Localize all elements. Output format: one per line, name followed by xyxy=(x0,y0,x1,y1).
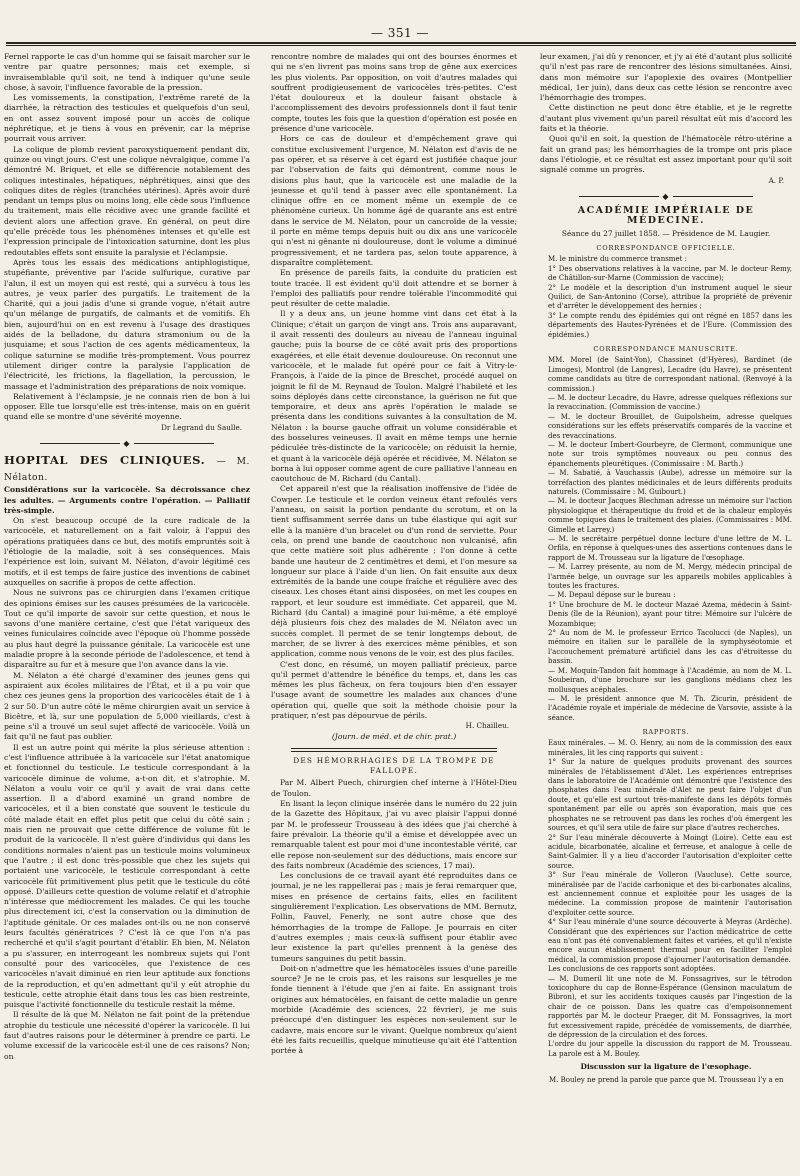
list-item: — M. Moquin-Tandon fait hommage à l'Académie, au nom de M. L. Soubeiran, d'une brochure sur les ganglions médians chez les mollusques acéphales. xyxy=(548,666,792,694)
list-item: 1° Sur la nature de quelques produits provenant des sources minérales de l'établissement d'Alet. Les expériences entreprises dans le laboratoire de l'Académie ont démontré que l'existence des phosphates dans l'eau minérale d'Alet ne peut faire l'objet d'un doute, et qu'elle est surtout très-manifeste dans les dépôts formés spontanément par elle ou après son évaporation, mais que ces phosphates ne se retrouvent pas dans les roches d'où émergent les sources, et qu'il sera utile de faire sur place d'autres recherches. xyxy=(548,758,792,833)
list-item: — M. le secrétaire perpétuel donne lecture d'une lettre de M. L. Orfila, en réponse à quelques-unes des assertions contenues dans le rapport de M. Trousseau sur la ligature de l'œsophage. xyxy=(548,535,792,562)
paragraph: On s'est beaucoup occupé de la cure radicale de la varicocèle, et naturellement on a fait valoir, à l'appui des opérations pratiquées dans ce but, des motifs empruntés soit à l'étiologie de la maladie, soit à ses conséquences. Mais l'expérience est loin, suivant M. Nélaton, d'avoir légitimé ces motifs, et il est temps de faire justice des inventions de cabinet auxquelles on sacrifie à propos de cette affection. xyxy=(4,516,250,587)
list-item: Eaux minérales. — M. O. Henry, au nom de la commission des eaux minérales, lit les cinq rapports qui suivent : xyxy=(548,739,792,757)
column-2 xyxy=(271,52,517,1170)
paragraph: En lisant la leçon clinique insérée dans le numéro du 22 juin de la Gazette des Hôpitaux, j'ai vu avec plaisir l'appui donné par M. le professeur Trousseau à des idées que j'ai cherché à faire prévaloir. La théorie qu'il a émise et développée avec un remarquable talent est pour moi d'une incontestable vérité, car elle repose non-seulement sur des déductions, mais encore sur des faits nombreux (Académie des sciences, 17 mai). xyxy=(271,799,517,870)
section-title: CORRESPONDANCE MANUSCRITE. xyxy=(593,345,739,353)
list-item: 4° Sur l'eau minérale d'une source découverte à Meyras (Ardèche). Considérant que des expériences sur l'action médicatrice de cette eau n'ont pas été convenablement faites et variées, et qu'il n'existe encore aucun établissement thermal pour en faciliter l'emploi médical, la commission propose d'ajourner l'autorisation demandée. xyxy=(548,918,792,964)
section-title: CORRESPONDANCE OFFICIELLE. xyxy=(596,244,736,253)
paragraph: Il est un autre point qui mérite la plus sérieuse attention : c'est l'influence attribuée à la varicocèle sur l'état anatomique et fonctionnel du testicule. Le testicule correspondant à la varicocèle diminue de volume, a-t-on dit, et s'atrophie. M. Nélaton a voulu voir ce qu'il y avait de vrai dans cette assertion. Il a d'abord examiné un grand nombre de varicocèles, et il a bien constaté que souvent le testicule du côté malade était en effet plus petit que celui du côté sain ; mais rien ne prouvait que cette différence de volume fût le produit de la varicocèle. Il n'est guère d'individus qui dans les conditions normales n'aient pas un testicule moins volumineux que l'autre ; il est donc très-possible que chez les sujets qui portaient une varicocèle, le testicule correspondant à cette varicocèle fût primitivement plus petit que le testicule du côté opposé. D'ailleurs cette question de volume relatif et d'atrophie n'intéresse que médiocrement les malades. Ce qui les touche plus directement ici, c'est la conservation ou la diminution de l'aptitude génitale. Or ces malades ont-ils ou ne non conservé leurs facultés génératrices ? C'est là ce que l'on n'a pas recherché et qu'il s'agit pourtant d'établir. Eh bien, M. Nélaton a pu s'assurer, en interrogeant les nombreux sujets qui l'ont consulté pour des varicocèles, que l'existence de ces varicocèles n'avait diminué en rien leur aptitude aux fonctions de la reproduction, et qu'en admettant qu'il y eût atrophie du testicule, cette atrophie était dans tous les cas bien restreinte, puisque l'activité fonctionnelle du testicule restait la même. xyxy=(4,742,250,1010)
list-item: — M. Larrey présente, au nom de M. Mergy, médecin principal de l'armée belge, un ouvrage sur les appareils mobiles applicables à toutes les fractures. xyxy=(548,563,792,591)
list-item: 2° Sur l'eau minérale découverte à Moingt (Loire). Cette eau est acidule, bicarbonatée, alcaline et ferreuse, et analogue à celle de Saint-Galmier. Il y a lieu d'accorder l'autorisation d'exploiter cette source. xyxy=(548,833,792,870)
paragraph: Hors ce cas de douleur et d'empêchement grave qui constitue exclusivement l'urgence, M. Nélaton est d'avis de ne pas opérer, et sa réserve à cet égard est justifiée chaque jour par l'observation de faits qui démontrent, comme nous le disions plus haut, que la varicocèle est une maladie de la jeunesse et qu'il tend à passer avec elle spontanément. La clinique offre en ce moment même un exemple de ce phénomène curieux. Un homme âgé de quarante ans est entré dans le service de M. Nélaton, pour un cancroïde de la vessie; il porte en même temps depuis huit ou dix ans une varicocèle qui n'est ni gênante ni douloureuse, dont le volume a diminué progressivement, et ne tardera pas, selon toute apparence, à disparaître complètement. xyxy=(271,134,517,267)
academy-title: ACADÉMIE IMPÉRIALE DE MÉDECINE. xyxy=(577,205,755,227)
list-item: — M. le docteur Lecadre, du Havre, adresse quelques réflexions sur la revaccination. (Commission de vaccine.) xyxy=(548,393,792,412)
list-item: 3° Sur l'eau minérale de Volleron (Vaucluse). Cette source, minéralisée par de l'acide carbonique et des bi-carbonates alcalins, est anciennement connue et exploitée pour les usages de la médecine. La commission propose de maintenir l'autorisation d'exploiter cette source. xyxy=(548,871,792,917)
paragraph: M. Bouley ne prend la parole que parce que M. Trousseau l'y a en xyxy=(549,1075,784,1084)
column-3 xyxy=(540,52,792,1170)
list-item: — M. le docteur Brouillet, de Guipolsheim, adresse quelques considérations sur les effets préservatifs comparés de la vaccine et des revaccinations. xyxy=(548,412,792,440)
paragraph: Après tous les essais des médications antiphlogistique, stupéfiante, préventive par l'acide sulfurique, curative par l'alun, il est un moyen qui est resté, qui a survécu à tous les autres, je veux parler des purgatifs. Le traitement de la Charité, qui a joui jadis d'une si grande vogue, n'était autre qu'un mélange de purgatifs, de calmants et de vomitifs. Eh bien, aujourd'hui on en est revenu à l'usage des drastiques aidés de la belladone, du datura stramonium ou de la jusquiame; et sous l'action de ces agents médicamenteux, la colique saturnine se modifie très-promptement. Vous pourrez utilement diriger contre la paralysie l'application de l'électricité, les frictions, la flagellation, la percussion, le massage et l'administration des préparations de noix vomique. xyxy=(4,257,250,391)
article-author: — M. Nélaton. xyxy=(4,457,250,484)
list-item: MM. Morel (de Saint-Yon), Chassinet (d'Hyères), Bardinet (de Limoges), Montrol (de Langres), Lecadre (du Havre), se présentent comme candidats au titre de correspondant national. (Renvoyé à la commission.) xyxy=(548,356,792,393)
article-title-text: HOPITAL DES CLINIQUES. xyxy=(4,453,206,468)
header-rule xyxy=(6,42,796,46)
article-byline: Par M. Albert Puech, chirurgien chef interne à l'Hôtel-Dieu de Toulon. xyxy=(271,778,517,798)
list-item: — M. Sabatié, à Vauchassis (Aube), adresse un mémoire sur la torréfaction des plantes médicinales et de leurs différents produits naturels. (Commissaire : M. Guibourt.) xyxy=(548,469,792,496)
paragraph: Cette distinction ne peut donc être établie, et je le regrette d'autant plus vivement qu'un pareil résultat eût mis d'accord les faits et la théorie. xyxy=(540,103,792,134)
paragraph: M. Nélaton a été chargé d'examiner des jeunes gens qui aspiraient aux écoles militaires de l'État, et il a pu voir que chez ces jeunes gens la proportion des varicocèles était de 1 à 2 sur 50. D'un autre côté le même chirurgien avait un service à Bicêtre, et là, sur une population de 5,000 vieillards, c'est à peine s'il a trouvé un seul sujet affecté de varicocèle. Voilà un fait qu'il ne faut pas oublier. xyxy=(4,670,250,742)
session-line: Séance du 27 juillet 1858. — Présidence de M. Laugier. xyxy=(561,228,771,238)
list-item: 2° Au nom de M. le professeur Errico Tacolucci (de Naples), un mémoire en italien sur le parallèle de la symphyséotomie et l'accouchement prématuré artificiel dans les cas d'étroitesse du bassin. xyxy=(548,629,792,666)
page-number: — 351 — xyxy=(370,26,430,40)
list-item: M. le ministre du commerce transmet : xyxy=(548,255,687,264)
list-item: L'ordre du jour appelle la discussion du rapport de M. Trousseau. La parole est à M. Bouley. xyxy=(548,1040,792,1058)
paragraph: Il résulte de là que M. Nélaton ne fait point de la prétendue atrophie du testicule une nécessité d'opérer la varicocèle. Il lui faut d'autres raisons pour le déterminer à prendre ce parti. Le volume excessif de la varicocèle est-il une de ces raisons? Non; on xyxy=(4,1010,250,1061)
signature: Dr Legrand du Saulle. xyxy=(161,422,242,432)
paragraph: Il y a deux ans, un jeune homme vint dans cet état à la Clinique; c'était un garçon de vingt ans. Trois ans auparavant, il avait ressenti des douleurs au niveau de l'anneau inguinal gauche; puis la bourse de ce côté avait pris des proportions exagérées, et elle était devenue douloureuse. On reconnut une varicocèle, et le malade fut opéré pour ce fait à Vitry-le-François, à l'aide de la pince de Breschet, procédé auquel on joignit le fil de M. Reynaud de Toulon. Malgré l'habileté et les soins déployés dans cette circonstance, la guérison ne fut que temporaire, et deux ans après l'opération le malade se présenta dans les conditions suivantes à la consultation de M. Nélaton : la bourse gauche offrait un volume considérable et des bosselures veineuses. Il avait en même temps une hernie pédiculée très-distincte de la varicocèle; on réduisit la hernie, et quant à la varicocèle déjà opérée et récidivée, M. Nélaton se borna à lui opposer comme agent de cure palliative l'anneau en caoutchouc de M. Richard (du Cantal). xyxy=(271,309,517,484)
signature: A. P. xyxy=(768,175,784,185)
list-item: — M. le docteur Jacques Blechman adresse un mémoire sur l'action physiologique et thérapeutique du froid et de la chaleur employés comme topiques dans le traitement des plaies. (Commissaires : MM. Gimelle et Larrey.) xyxy=(548,497,792,534)
paragraph: Relativement à l'éclampsie, je ne connais rien de bon à lui opposer. Elle tue lorsqu'elle est très-intense, mais on en guérit quand elle se montre d'une sévérité moyenne. xyxy=(4,391,250,422)
paragraph: Fernel rapporte le cas d'un homme qui se faisait marcher sur le ventre par quatre personnes; mais cet exemple, si invraisemblable qu'il soit, ne tend à indiquer qu'une seule chose, à savoir, l'influence favorable de la pression. xyxy=(4,52,250,92)
list-item: — M. Depaul dépose sur le bureau : xyxy=(548,591,676,600)
list-item: 1° Une brochure de M. le docteur Mazaé Azema, médecin à Saint-Denis (île de la Réunion), ayant pour titre: Mémoire sur l'ulcère de Mozambique; xyxy=(548,600,792,628)
paragraph: La colique de plomb revient paroxystiquement pendant dix, quinze ou vingt jours. C'est une colique névralgique, comme l'a démontré M. Briquet, et elle se différencie notablement des coliques intestinales, hépatiques, néphrétiques, ainsi que des coliques dites de règles (tranchées utérines). Après avoir duré pendant un temps plus ou moins long, elle cède sous l'influence du traitement, mais elle récidive avec une grande facilité et devient alors une affection grave. En général, on peut dire qu'elle précède tous les phénomènes intenses et qu'elle est l'expression principale de l'intoxication saturnine, dont les plus redoutables effets sont ensuite la paralysie et l'éclampsie. xyxy=(4,144,250,257)
paragraph: En présence de pareils faits, la conduite du praticien est toute tracée. Il est évident qu'il doit attendre et se borner à l'emploi des palliatifs pour rendre tolérable l'incommodité qui peut résulter de cette maladie. xyxy=(271,268,517,309)
article-subhead: Considérations sur la varicocèle. Sa décroissance chez les adultes. — Arguments contre l'opération. — Palliatif très-simple. xyxy=(4,485,250,515)
page-header xyxy=(0,0,800,46)
signature: H. Chailleu. xyxy=(465,721,509,731)
list-item: — M. le docteur Imbert-Gourbeyre, de Clermont, communique une note sur trois symptômes nouveaux ou peu connus des épanchements pleurétiques. (Commissaire : M. Barth.) xyxy=(548,440,792,468)
list-item: 1° Des observations relatives à la vaccine, par M. le docteur Remy, de Châtillon-sur-Marne (Commission de vaccine); xyxy=(548,264,792,283)
list-item: — M. le président annonce que M. Th. Zicurin, président de l'Académie royale et impériale de médecine de Varsovie, assiste à la séance. xyxy=(548,694,792,722)
section-divider: ◆ xyxy=(540,192,792,202)
section-divider xyxy=(291,748,497,752)
paragraph: Les conclusions de ce travail ayant été reproduites dans ce journal, je ne les rappellerai pas ; mais je ferai remarquer que, mises en présence de certains faits, elles en facilitent singulièrement l'explication. Les observations de MM. Bernutz, Follin, Fauvel, Fenerly, ne sont autre chose que des hémorrhagies de la trompe de Fallope. Je pourrais en citer d'autres exemples ; mais ceux-là suffisent pour établir avec leur existence la part qu'elles prennent à la genèse des tumeurs sanguines du petit bassin. xyxy=(271,871,517,963)
paragraph: Les vomissements, la constipation, l'extrême rareté de la diarrhée, la rétraction des testicules et quelquefois d'un seul, en ont assez souvent imposé pour un accès de colique néphrétique, et je tiens à vous en prévenir, car la méprise pourrait vous arriver. xyxy=(4,93,250,144)
paragraph: Cet appareil n'est que la réalisation inoffensive de l'idée de Cowper. Le testicule et le cordon veineux étant refoulés vers l'anneau, on saisit la portion pendante du scrotum, et on la tient suffisamment serrée dans un tube élastique qui agit sur elle à la manière d'un bracelet ou d'un rond de serviette. Pour cela, on prend une bande de caoutchouc non vulcanisé, afin que cette matière soit plus adhérente ; l'on donne à cette bande une hauteur de 2 centimètres et demi, et l'on mesure sa longueur sur place à l'aide d'un lien. On fait ensuite aux deux extrémités de la bande une coupe fraîche et régulière avec des ciseaux. Les choses étant ainsi disposées, on met les coupes en rapport, et leur soudure est immédiate. Cet appareil, que M. Richard (du Cantal) a imaginé pour lui-même, a été employé déjà plusieurs fois chez des malades de M. Nélaton avec un succès complet. Il permet de se tenir longtemps debout, de marcher, de se livrer à des exercices même pénibles, et son application, comme nous venons de le voir, est des plus faciles. xyxy=(271,484,517,659)
paragraph: Quoi qu'il en soit, la question de l'hématocèle rétro-utérine a fait un grand pas; les hémorrhagies de la trompe ont pris place dans l'étiologie, et ce résultat est assez important pour qu'il soit signalé comme un progrès. xyxy=(540,134,792,175)
article-title: DES HÉMORRHAGIES DE LA TROMPE DE FALLOPE. xyxy=(293,755,495,776)
paragraph: C'est donc, en résumé, un moyen palliatif précieux, parce qu'il permet d'attendre le bénéfice du temps, et, dans les cas mêmes les plus fâcheux, on fera toujours bien d'en essayer l'usage avant de soumettre les malades aux chances d'une opération qui, quelle que soit la méthode choisie pour la pratiquer, n'est pas dépourvue de périls. xyxy=(271,659,517,720)
column-1 xyxy=(4,52,250,1170)
source-citation: (Journ. de méd. et de chir. prat.) xyxy=(331,731,457,741)
paragraph: Doit-on n'admettre que les hématocèles issues d'une pareille source? Je ne le crois pas, et les raisons sur lesquelles je me fonde tiennent à l'étude que j'en ai faite. En assignant trois origines aux hématocèles, en faisant de cette maladie un genre morbide (Académie des sciences, 22 février), je me suis préoccupé d'en distinguer les espèces non-seulement sur le cadavre, mais encore sur le vivant. Quelque nombreux qu'aient été les faits recueillis, quelque minutieuse qu'ait été l'attention portée à xyxy=(271,963,517,1056)
paragraph: leur examen, j'ai dû y renoncer, et j'y ai été d'autant plus sollicité qu'il n'est pas rare de rencontrer des lésions simultanées. Ainsi, dans mon mémoire sur l'apoplexie des ovaires (Montpellier médical, 1er juin), dans deux cas cette lésion se rencontre avec l'hémorrhagie des trompes. xyxy=(540,52,792,103)
list-item: — M. Dumeril lit une note de M. Fonssagrives, sur le tétrodon toxicophore du cap de Bonne-Espérance (Gensinon maculatum de Bibron), et sur les accidents toxiques causés par l'ingestion de la chair de ce poisson. Dans les quatre cas d'empoisonnement rapportés par M. le docteur Praeger, dit M. Fonssagrives, la mort fut excessivement rapide, précédée de vomissements, de diarrhée, de dépression de la circulation et des forces. xyxy=(548,974,792,1040)
list-item: Les conclusions de ces rapports sont adoptées. xyxy=(548,965,716,974)
section-divider: ◆ xyxy=(4,439,250,449)
list-item: 2° Le modèle et la description d'un instrument auquel le sieur Quilici, de San-Antonino (Corse), attribue la propriété de prévenir et d'arrêter le développement des hernies ; xyxy=(548,283,792,311)
paragraph: rencontre nombre de malades qui ont des bourses énormes et qui ne s'en livrent pas moins sans trop de gêne aux exercices les plus violents. Par opposition, on voit d'autres malades qui souffrent prodigieusement de varicocèles très-petites. C'est l'état douloureux et la douleur faisant obstacle à l'accomplissement des devoirs professionnels dont il faut tenir compte, toutes les fois que la question d'opération est posée en présence d'une varicocèle. xyxy=(271,52,517,134)
list-item: 3° Le compte rendu des épidémies qui ont régné en 1857 dans les départements des Hautes-Pyrénées et de l'Eure. (Commission des épidémies.) xyxy=(548,311,792,339)
article-title xyxy=(4,453,250,485)
discussion-title: Discussion sur la ligature de l'œsophage. xyxy=(580,1062,752,1072)
section-title: RAPPORTS. xyxy=(642,728,690,737)
paragraph: Nous ne suivrons pas ce chirurgien dans l'examen critique des opinions émises sur les causes présumées de la varicocèle. Tout ce qu'il importe de savoir sur cette question, et nous le savons d'une manière certaine, c'est que l'état variqueux des veines funiculaires coïncide avec l'époque où l'homme possède au plus haut degré la puissance génitale. La varicocèle est une maladie propre à la seconde période de l'adolescence, et tend à disparaître au fur et à mesure que l'on avance dans la vie. xyxy=(4,588,250,670)
